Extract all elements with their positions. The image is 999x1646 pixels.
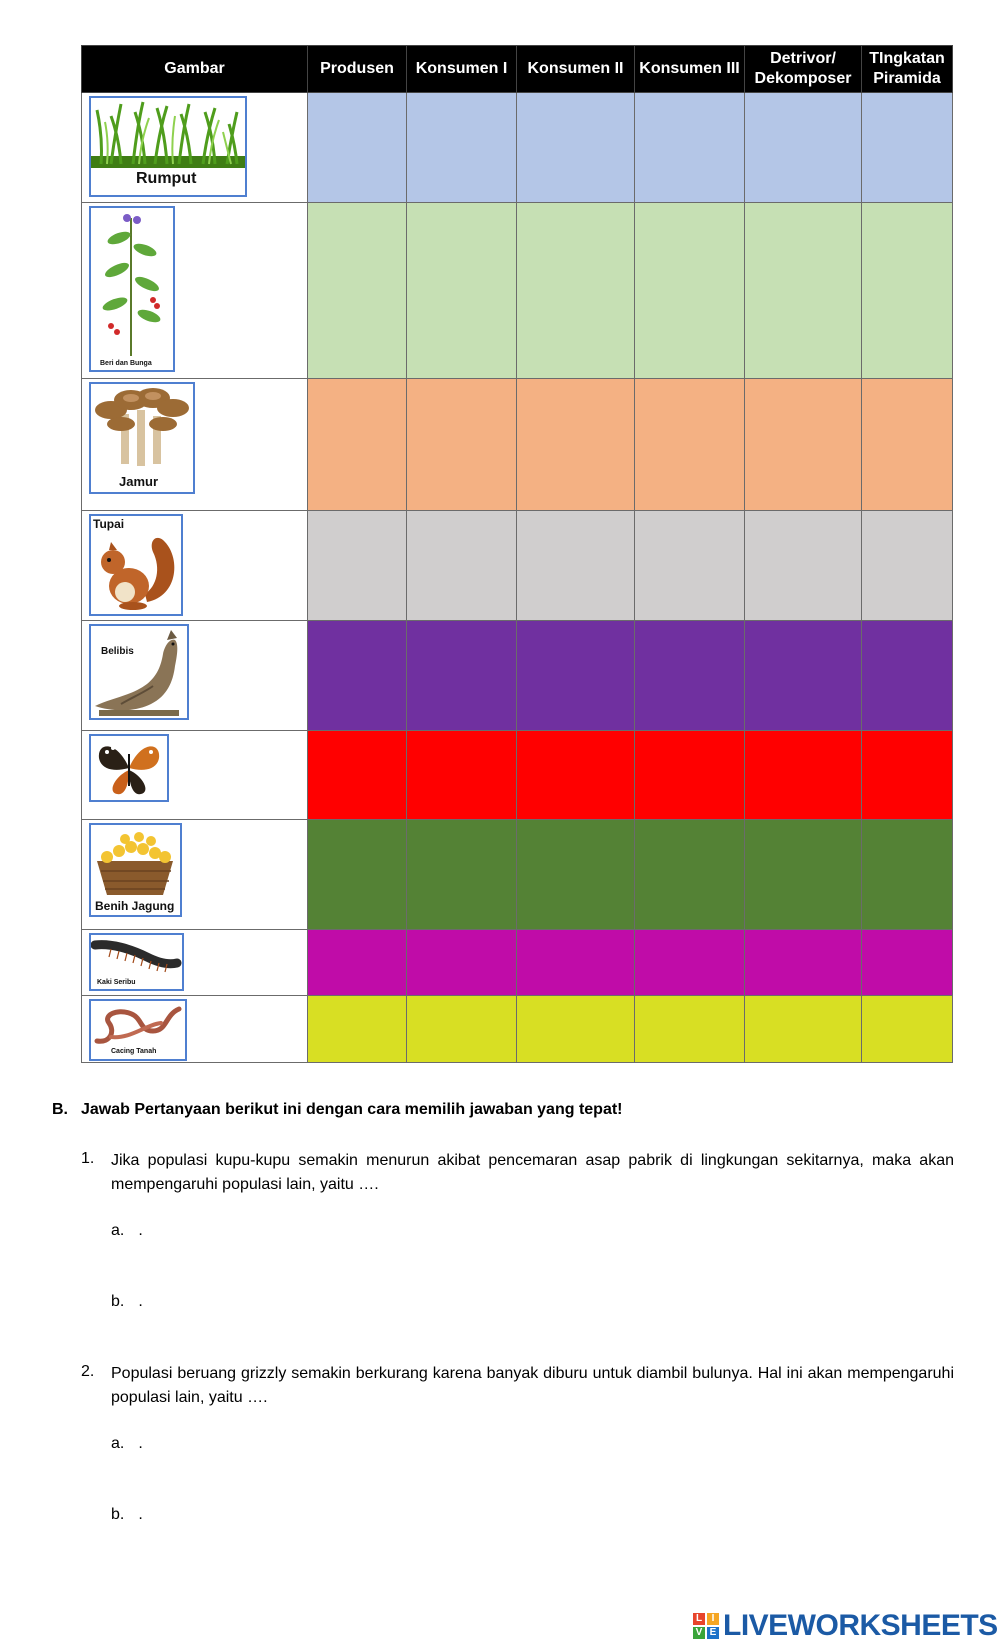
answer-cell[interactable] [635, 820, 745, 930]
grass-image [89, 96, 247, 197]
answer-cell[interactable] [862, 731, 953, 820]
answer-cell[interactable] [407, 996, 517, 1063]
image-cell [82, 930, 308, 996]
header-tingkatan-piramida: TIngkatan Piramida [862, 46, 953, 93]
answer-cell[interactable] [745, 930, 862, 996]
table-row [82, 621, 953, 731]
answer-cell[interactable] [308, 731, 407, 820]
answer-cell[interactable] [635, 379, 745, 511]
answer-cell[interactable] [862, 930, 953, 996]
answer-cell[interactable] [517, 731, 635, 820]
header-konsumen-1: Konsumen I [407, 46, 517, 93]
image-caption: Beri dan Bunga [100, 360, 152, 367]
answer-cell[interactable] [308, 93, 407, 203]
option-label: b. [111, 1293, 125, 1310]
section-b-title: Jawab Pertanyaan berikut ini dengan cara memilih jawaban yang tepat! [81, 1101, 623, 1118]
answer-cell[interactable] [308, 621, 407, 731]
option-value: . [138, 1293, 143, 1310]
logo-text: LIVEWORKSHEETS [723, 1609, 998, 1642]
image-cell [82, 996, 308, 1063]
answer-cell[interactable] [635, 203, 745, 379]
answer-cell[interactable] [635, 930, 745, 996]
answer-cell[interactable] [407, 820, 517, 930]
answer-cell[interactable] [407, 379, 517, 511]
table-row [82, 203, 953, 379]
answer-cell[interactable] [745, 511, 862, 621]
option-value: . [138, 1435, 143, 1452]
berry-plant-image [89, 206, 175, 372]
answer-cell[interactable] [635, 996, 745, 1063]
table-row [82, 93, 953, 203]
table-row [82, 820, 953, 930]
answer-cell[interactable] [745, 621, 862, 731]
corn-basket-icon [91, 825, 180, 897]
logo-mark-icon: L I V E [693, 1613, 719, 1639]
image-caption: Kaki Seribu [97, 979, 136, 986]
answer-cell[interactable] [517, 996, 635, 1063]
berry-plant-icon [91, 208, 173, 358]
table-header-row [82, 46, 953, 93]
bird-image [89, 624, 189, 720]
image-cell [82, 621, 308, 731]
option-label: a. [111, 1222, 125, 1239]
image-caption: Cacing Tanah [111, 1048, 157, 1055]
answer-cell[interactable] [745, 996, 862, 1063]
option-value: . [138, 1506, 143, 1523]
answer-cell[interactable] [862, 379, 953, 511]
image-caption: Belibis [101, 646, 134, 657]
butterfly-icon [91, 736, 167, 800]
earthworm-icon [91, 1001, 185, 1047]
answer-cell[interactable] [517, 930, 635, 996]
corn-seed-image [89, 823, 182, 917]
option-label: b. [111, 1506, 125, 1523]
header-gambar: Gambar [82, 46, 308, 93]
option-label: a. [111, 1435, 125, 1452]
table-row [82, 511, 953, 621]
answer-cell[interactable] [635, 93, 745, 203]
answer-cell[interactable] [308, 511, 407, 621]
question-1-number: 1. [81, 1150, 95, 1167]
answer-cell[interactable] [308, 930, 407, 996]
question-2-option-b[interactable] [111, 1506, 143, 1524]
answer-cell[interactable] [635, 731, 745, 820]
mushroom-image [89, 382, 195, 494]
answer-cell[interactable] [407, 930, 517, 996]
header-konsumen-2: Konsumen II [517, 46, 635, 93]
image-cell [82, 93, 308, 203]
image-caption: Jamur [119, 474, 159, 489]
question-1-option-b[interactable] [111, 1293, 143, 1311]
table-row [82, 930, 953, 996]
answer-cell[interactable] [745, 203, 862, 379]
question-2-text: Populasi beruang grizzly semakin berkurang karena banyak diburu untuk diambil bulunya. Hal ini akan mempengaruhi populasi lain, yaitu …. [111, 1365, 954, 1406]
millipede-image [89, 933, 184, 991]
answer-cell[interactable] [517, 93, 635, 203]
answer-cell[interactable] [308, 996, 407, 1063]
answer-cell[interactable] [308, 203, 407, 379]
question-2-number: 2. [81, 1363, 95, 1380]
answer-cell[interactable] [862, 621, 953, 731]
mushroom-icon [91, 384, 193, 470]
header-produsen: Produsen [308, 46, 407, 93]
answer-cell[interactable] [407, 731, 517, 820]
butterfly-image [89, 734, 169, 802]
answer-cell[interactable] [517, 820, 635, 930]
grouse-icon [91, 626, 187, 718]
answer-cell[interactable] [517, 511, 635, 621]
header-konsumen-3: Konsumen III [635, 46, 745, 93]
section-b-label: B. [52, 1101, 68, 1118]
answer-cell[interactable] [862, 820, 953, 930]
answer-cell[interactable] [308, 379, 407, 511]
answer-cell[interactable] [862, 203, 953, 379]
answer-cell[interactable] [862, 511, 953, 621]
header-detrivor: Detrivor/ Dekomposer [745, 46, 862, 93]
table-row [82, 731, 953, 820]
answer-cell[interactable] [635, 621, 745, 731]
answer-cell[interactable] [407, 621, 517, 731]
question-1-option-a[interactable] [111, 1222, 143, 1240]
squirrel-image [89, 514, 183, 616]
option-value: . [138, 1222, 143, 1239]
question-1-text: Jika populasi kupu-kupu semakin menurun akibat pencemaran asap pabrik di lingkungan sekitarnya, maka akan mempengaruhi populasi lain, yaitu …. [111, 1152, 954, 1193]
answer-cell[interactable] [308, 820, 407, 930]
image-cell [82, 820, 308, 930]
answer-cell[interactable] [517, 379, 635, 511]
earthworm-image [89, 999, 187, 1061]
answer-cell[interactable] [635, 511, 745, 621]
section-b-heading [52, 1101, 623, 1119]
answer-cell[interactable] [862, 996, 953, 1063]
answer-cell[interactable] [745, 379, 862, 511]
answer-cell[interactable] [745, 93, 862, 203]
table-row [82, 379, 953, 511]
table-row [82, 996, 953, 1063]
answer-cell[interactable] [745, 820, 862, 930]
answer-cell[interactable] [407, 511, 517, 621]
millipede-icon [91, 935, 182, 977]
answer-cell[interactable] [745, 731, 862, 820]
image-caption: Rumput [136, 170, 197, 187]
image-caption: Benih Jagung [95, 899, 175, 913]
answer-cell[interactable] [407, 93, 517, 203]
image-caption: Tupai [93, 517, 125, 531]
liveworksheets-logo [693, 1610, 998, 1642]
answer-cell[interactable] [407, 203, 517, 379]
answer-cell[interactable] [517, 621, 635, 731]
image-cell [82, 379, 308, 511]
answer-cell[interactable] [517, 203, 635, 379]
image-cell [82, 731, 308, 820]
image-cell [82, 511, 308, 621]
grass-icon [91, 98, 245, 168]
image-cell [82, 203, 308, 379]
food-web-table [81, 45, 953, 1063]
answer-cell[interactable] [862, 93, 953, 203]
question-2-option-a[interactable] [111, 1435, 143, 1453]
